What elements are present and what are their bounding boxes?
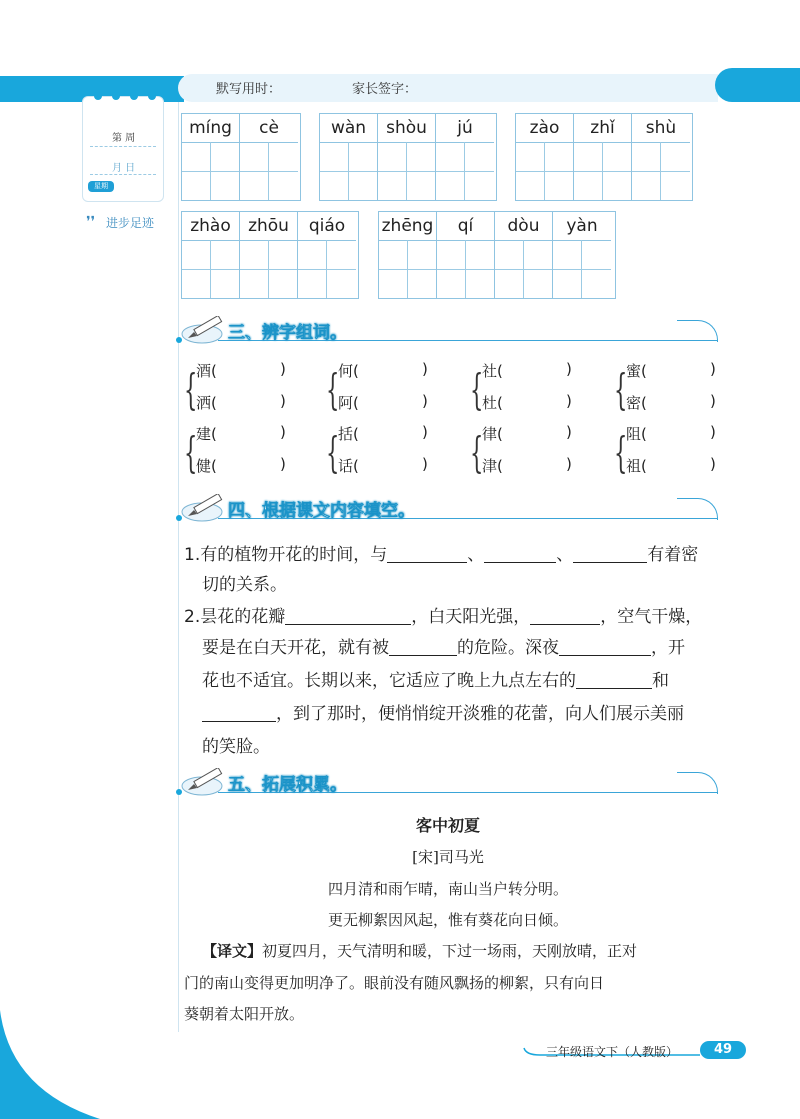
progress-label: 进步足迹: [106, 216, 155, 230]
character: 阿: [338, 394, 354, 412]
word-row[interactable]: [626, 423, 647, 444]
calendar-divider: [90, 174, 156, 175]
pinyin-text: qí: [437, 212, 494, 241]
separator: 、: [556, 545, 574, 565]
pinyin-cell: [379, 212, 437, 298]
open-paren: (: [211, 425, 217, 443]
question-text: ，到了那时，便悄悄绽开淡雅的花蕾，向人们展示美丽: [276, 704, 684, 724]
brace: {: [326, 428, 340, 477]
poem-line: 更无柳絮因风起，惟有葵花向日倾。: [327, 911, 568, 929]
open-paren: (: [211, 394, 217, 412]
close-paren: ): [422, 392, 428, 410]
pinyin-text: zhōu: [240, 212, 297, 241]
open-paren: (: [497, 425, 503, 443]
section-heading: [178, 314, 718, 348]
question-text: 和: [652, 671, 669, 691]
character: 何: [338, 362, 354, 380]
question-text: ，白天阳光强，: [411, 607, 531, 627]
calendar-week: 第 周: [112, 133, 136, 144]
brace: {: [614, 428, 628, 477]
character: 律: [482, 425, 498, 443]
word-row[interactable]: [482, 392, 503, 413]
close-paren: ): [710, 423, 716, 441]
close-paren: ): [280, 360, 286, 378]
section-heading: [178, 492, 718, 526]
heading-dot: [176, 789, 182, 795]
page-number: 49: [713, 1042, 733, 1057]
calendar-ring-icon: [130, 92, 138, 100]
header-band-right: [715, 68, 800, 102]
pinyin-text: zhào: [182, 212, 239, 241]
translation-label: 【译文】: [202, 942, 263, 960]
section-title: 五、拓展积累。: [228, 775, 347, 795]
section-title: 四、根据课文内容填空。: [228, 501, 415, 521]
separator: 、: [467, 545, 485, 565]
pinyin-cell: [240, 212, 298, 298]
writing-box[interactable]: [495, 240, 552, 298]
answer-blank[interactable]: [389, 638, 457, 656]
word-row[interactable]: [626, 360, 647, 381]
heading-curve: [677, 772, 718, 794]
question-text: 1.有的植物开花的时间，与: [184, 545, 388, 565]
pinyin-text: dòu: [495, 212, 552, 241]
open-paren: (: [641, 394, 647, 412]
pinyin-text: shù: [632, 114, 690, 143]
brace: {: [184, 365, 198, 414]
question-2-line-5: 的笑脸。: [202, 737, 270, 757]
close-paren: ): [280, 392, 286, 410]
pinyin-word-box: [378, 211, 616, 299]
word-row[interactable]: [338, 455, 359, 476]
word-pair-group: [184, 360, 324, 420]
character: 阻: [626, 425, 642, 443]
close-paren: ): [280, 455, 286, 473]
translation-line-1: [202, 940, 637, 961]
word-pair-group: [470, 423, 610, 483]
pinyin-text: zào: [516, 114, 573, 143]
pinyin-word-box: [319, 113, 497, 201]
writing-box[interactable]: [240, 142, 298, 200]
word-row[interactable]: [482, 455, 503, 476]
close-paren: ): [422, 360, 428, 378]
question-text: ，开: [651, 638, 685, 658]
word-row[interactable]: [338, 360, 359, 381]
pinyin-cell: [516, 114, 574, 200]
word-row[interactable]: [482, 360, 503, 381]
calendar-weekday: 星期: [88, 181, 114, 192]
pinyin-cell: [574, 114, 632, 200]
word-pair-group: [326, 360, 466, 420]
question-text: ，空气干燥，: [600, 607, 703, 627]
calendar-ring-icon: [148, 92, 156, 100]
character: 建: [196, 425, 212, 443]
pinyin-text: cè: [240, 114, 298, 143]
open-paren: (: [497, 362, 503, 380]
pencil-icon: [178, 768, 230, 798]
translation-text: 初夏四月，天气清明和暖，下过一场雨，天刚放晴，正对: [262, 942, 638, 960]
word-pair-group: [470, 360, 610, 420]
open-paren: (: [641, 425, 647, 443]
pinyin-text: míng: [182, 114, 239, 143]
word-row[interactable]: [338, 423, 359, 444]
footprint-icon: ❜❜: [86, 214, 96, 230]
poem-line: 四月清和雨乍晴，南山当户转分明。: [327, 880, 568, 898]
close-paren: ): [710, 392, 716, 410]
question-text: 有着密: [647, 545, 699, 565]
character: 括: [338, 425, 354, 443]
section-title: 三、辨字组词。: [228, 323, 347, 343]
writing-box[interactable]: [378, 142, 435, 200]
open-paren: (: [641, 362, 647, 380]
question-text: 要是在白天开花，就有被: [202, 638, 389, 658]
pinyin-text: wàn: [320, 114, 377, 143]
writing-box[interactable]: [182, 142, 239, 200]
answer-blank[interactable]: [573, 545, 647, 563]
open-paren: (: [353, 362, 359, 380]
question-text: 花也不适宜。长期以来，它适应了晚上九点左右的: [202, 671, 576, 691]
writing-box[interactable]: [298, 240, 356, 298]
close-paren: ): [710, 360, 716, 378]
character: 杜: [482, 394, 498, 412]
calendar-date: 月 日: [112, 163, 136, 174]
character: 健: [196, 457, 212, 475]
writing-box[interactable]: [320, 142, 377, 200]
word-row[interactable]: [338, 392, 359, 413]
close-paren: ): [710, 455, 716, 473]
pinyin-cell: [437, 212, 495, 298]
character: 洒: [196, 394, 212, 412]
close-paren: ): [422, 455, 428, 473]
pinyin-cell: [632, 114, 690, 200]
open-paren: (: [641, 457, 647, 475]
character: 祖: [626, 457, 642, 475]
open-paren: (: [497, 457, 503, 475]
close-paren: ): [280, 423, 286, 441]
brace: {: [326, 365, 340, 414]
pinyin-cell: [495, 212, 553, 298]
calendar-ring-icon: [94, 92, 102, 100]
pencil-icon: [178, 494, 230, 524]
corner-decoration: [0, 1010, 100, 1119]
question-1-line-1: [184, 540, 698, 565]
writing-box[interactable]: [574, 142, 631, 200]
word-row[interactable]: [196, 423, 217, 444]
open-paren: (: [211, 362, 217, 380]
word-pair-group: [184, 423, 324, 483]
word-pair-group: [614, 360, 754, 420]
question-2-line-2: [202, 633, 685, 658]
writing-box[interactable]: [437, 240, 494, 298]
dictation-time-label: 默写用时：: [216, 82, 282, 97]
pencil-icon: [178, 316, 230, 346]
answer-blank[interactable]: [576, 671, 652, 689]
close-paren: ): [566, 392, 572, 410]
book-label: 三年级语文下（人教版）: [546, 1045, 679, 1059]
brace: {: [614, 365, 628, 414]
pinyin-text: shòu: [378, 114, 435, 143]
pinyin-text: jú: [436, 114, 494, 143]
writing-box[interactable]: [436, 142, 494, 200]
question-2-line-1: [184, 602, 702, 627]
character: 社: [482, 362, 498, 380]
heading-dot: [176, 337, 182, 343]
question-2-line-4: [202, 699, 684, 724]
poem-title: 客中初夏: [415, 816, 480, 835]
question-text: 的危险。深夜: [457, 638, 559, 658]
calendar-divider: [90, 146, 156, 147]
close-paren: ): [566, 423, 572, 441]
pinyin-word-box: [181, 113, 301, 201]
word-row[interactable]: [482, 423, 503, 444]
pinyin-cell: [182, 212, 240, 298]
brace: {: [184, 428, 198, 477]
question-text: 2.昙花的花瓣: [184, 607, 286, 627]
pinyin-cell: [182, 114, 240, 200]
calendar-ring-icon: [112, 92, 120, 100]
writing-box[interactable]: [516, 142, 573, 200]
character: 话: [338, 457, 354, 475]
open-paren: (: [497, 394, 503, 412]
answer-blank[interactable]: [387, 545, 467, 563]
brace: {: [470, 428, 484, 477]
pinyin-cell: [240, 114, 298, 200]
writing-box[interactable]: [240, 240, 297, 298]
open-paren: (: [211, 457, 217, 475]
pinyin-text: zhǐ: [574, 114, 631, 143]
pinyin-cell: [320, 114, 378, 200]
character: 蜜: [626, 362, 642, 380]
heading-curve: [677, 320, 718, 342]
close-paren: ): [566, 455, 572, 473]
answer-blank[interactable]: [530, 607, 600, 625]
pinyin-cell: [298, 212, 356, 298]
open-paren: (: [353, 425, 359, 443]
word-row[interactable]: [196, 392, 217, 413]
answer-blank[interactable]: [202, 704, 276, 722]
question-2-line-3: [202, 666, 669, 691]
pinyin-cell: [378, 114, 436, 200]
pinyin-cell: [553, 212, 611, 298]
section-heading: [178, 766, 718, 800]
answer-blank[interactable]: [559, 638, 651, 656]
answer-blank[interactable]: [285, 607, 411, 625]
close-paren: ): [422, 423, 428, 441]
close-paren: ): [566, 360, 572, 378]
heading-dot: [176, 515, 182, 521]
open-paren: (: [353, 457, 359, 475]
word-pair-group: [326, 423, 466, 483]
open-paren: (: [353, 394, 359, 412]
writing-box[interactable]: [182, 240, 239, 298]
character: 密: [626, 394, 642, 412]
pinyin-text: yàn: [553, 212, 611, 241]
brace: {: [470, 365, 484, 414]
pinyin-text: zhēng: [379, 212, 436, 241]
translation-line-2: 门的南山变得更加明净了。眼前没有随风飘扬的柳絮，只有向日: [184, 974, 605, 992]
answer-blank[interactable]: [484, 545, 556, 563]
character: 津: [482, 457, 498, 475]
pinyin-word-box: [181, 211, 359, 299]
question-1-line-2: 切的关系。: [202, 575, 287, 595]
parent-signature-label: 家长签字：: [352, 82, 418, 97]
word-row[interactable]: [196, 360, 217, 381]
character: 酒: [196, 362, 212, 380]
translation-line-3: 葵朝着太阳开放。: [184, 1005, 305, 1023]
word-row[interactable]: [626, 392, 647, 413]
pinyin-cell: [436, 114, 494, 200]
word-pair-group: [614, 423, 754, 483]
poem-author: [宋]司马光: [412, 848, 484, 866]
writing-box[interactable]: [553, 240, 611, 298]
word-row[interactable]: [626, 455, 647, 476]
pinyin-word-box: [515, 113, 693, 201]
pinyin-text: qiáo: [298, 212, 356, 241]
writing-box[interactable]: [379, 240, 436, 298]
writing-box[interactable]: [632, 142, 690, 200]
word-row[interactable]: [196, 455, 217, 476]
heading-curve: [677, 498, 718, 520]
